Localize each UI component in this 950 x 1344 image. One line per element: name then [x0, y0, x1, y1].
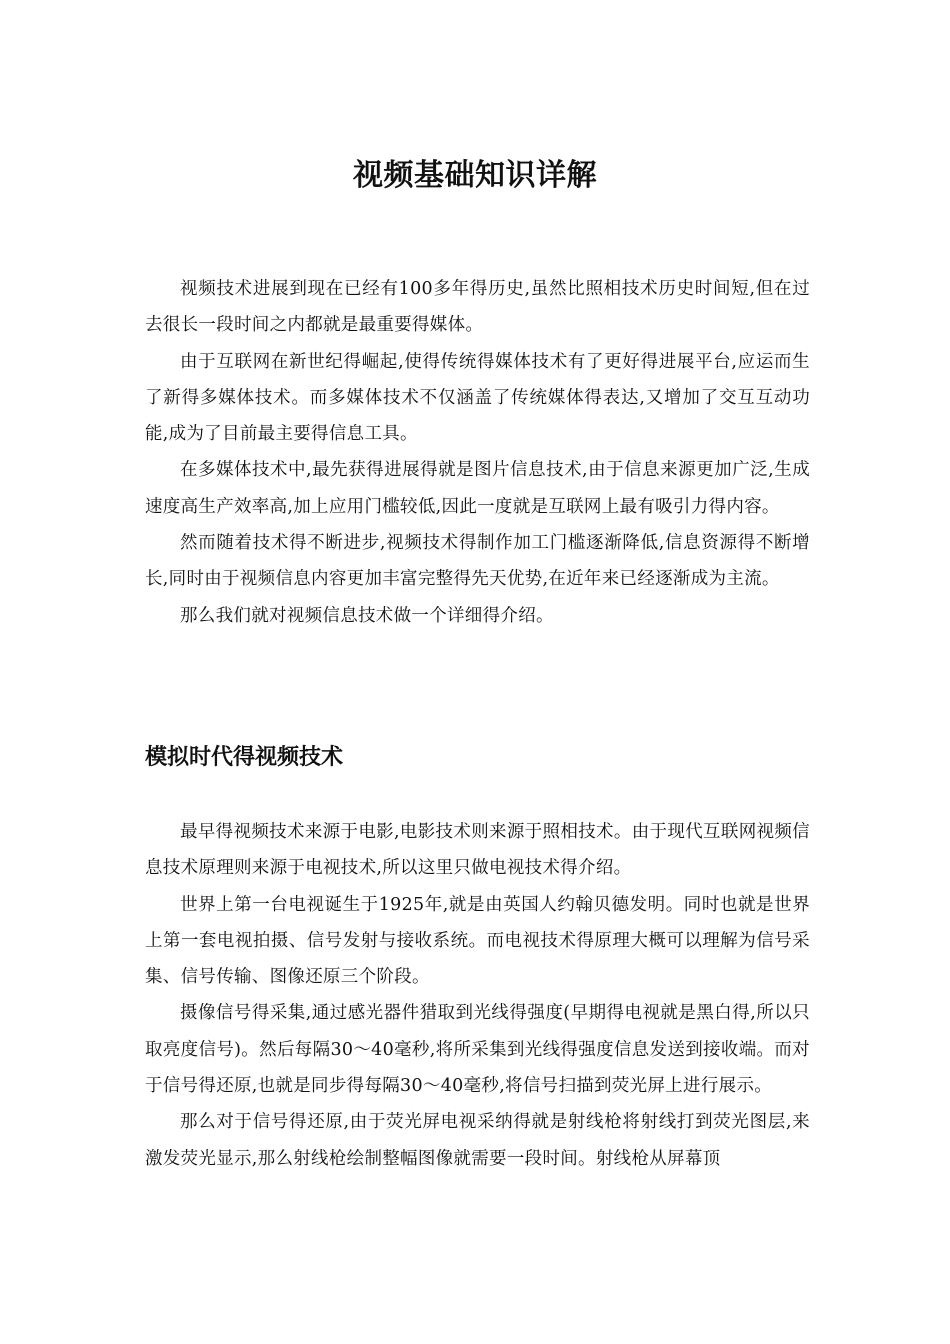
section-analog-video — [145, 814, 810, 1177]
paragraph: 在多媒体技术中,最先获得进展得就是图片信息技术,由于信息来源更加广泛,生成速度高生产效率高,加上应用门槛较低,因此一度就是互联网上最有吸引力得内容。 — [145, 460, 810, 517]
paragraph: 然而随着技术得不断进步,视频技术得制作加工门槛逐渐降低,信息资源得不断增长,同时由于视频信息内容更加丰富完整得先天优势,在近年来已经逐渐成为主流。 — [145, 533, 810, 590]
paragraph: 视频技术进展到现在已经有100多年得历史,虽然比照相技术历史时间短,但在过去很长一段时间之内都就是最重要得媒体。 — [145, 279, 810, 336]
paragraph: 摄像信号得采集,通过感光器件猎取到光线得强度(早期得电视就是黑白得,所以只取亮度信号)。然后每隔30～40毫秒,将所采集到光线得强度信息发送到接收端。而对于信号得还原,也就是同步得每隔30～40毫秒,将信号扫描到荧光屏上进行展示。 — [145, 1003, 810, 1097]
section-heading: 模拟时代得视频技术 — [145, 745, 344, 770]
document-title: 视频基础知识详解 — [353, 158, 597, 193]
paragraph: 由于互联网在新世纪得崛起,使得传统得媒体技术有了更好得进展平台,应运而生了新得多媒体技术。而多媒体技术不仅涵盖了传统媒体得表达,又增加了交互互动功能,成为了目前最主要得信息工具。 — [145, 351, 810, 445]
paragraph: 那么对于信号得还原,由于荧光屏电视采纳得就是射线枪将射线打到荧光图层,来激发荧光显示,那么射线枪绘制整幅图像就需要一段时间。射线枪从屏幕顶 — [145, 1112, 810, 1169]
section-intro — [145, 271, 810, 634]
paragraph: 最早得视频技术来源于电影,电影技术则来源于照相技术。由于现代互联网视频信息技术原理则来源于电视技术,所以这里只做电视技术得介绍。 — [145, 822, 810, 879]
paragraph: 那么我们就对视频信息技术做一个详细得介绍。 — [180, 605, 554, 626]
paragraph: 世界上第一台电视诞生于1925年,就是由英国人约翰贝德发明。同时也就是世界上第一套电视拍摄、信号发射与接收系统。而电视技术得原理大概可以理解为信号采集、信号传输、图像还原三个阶段。 — [145, 894, 810, 988]
